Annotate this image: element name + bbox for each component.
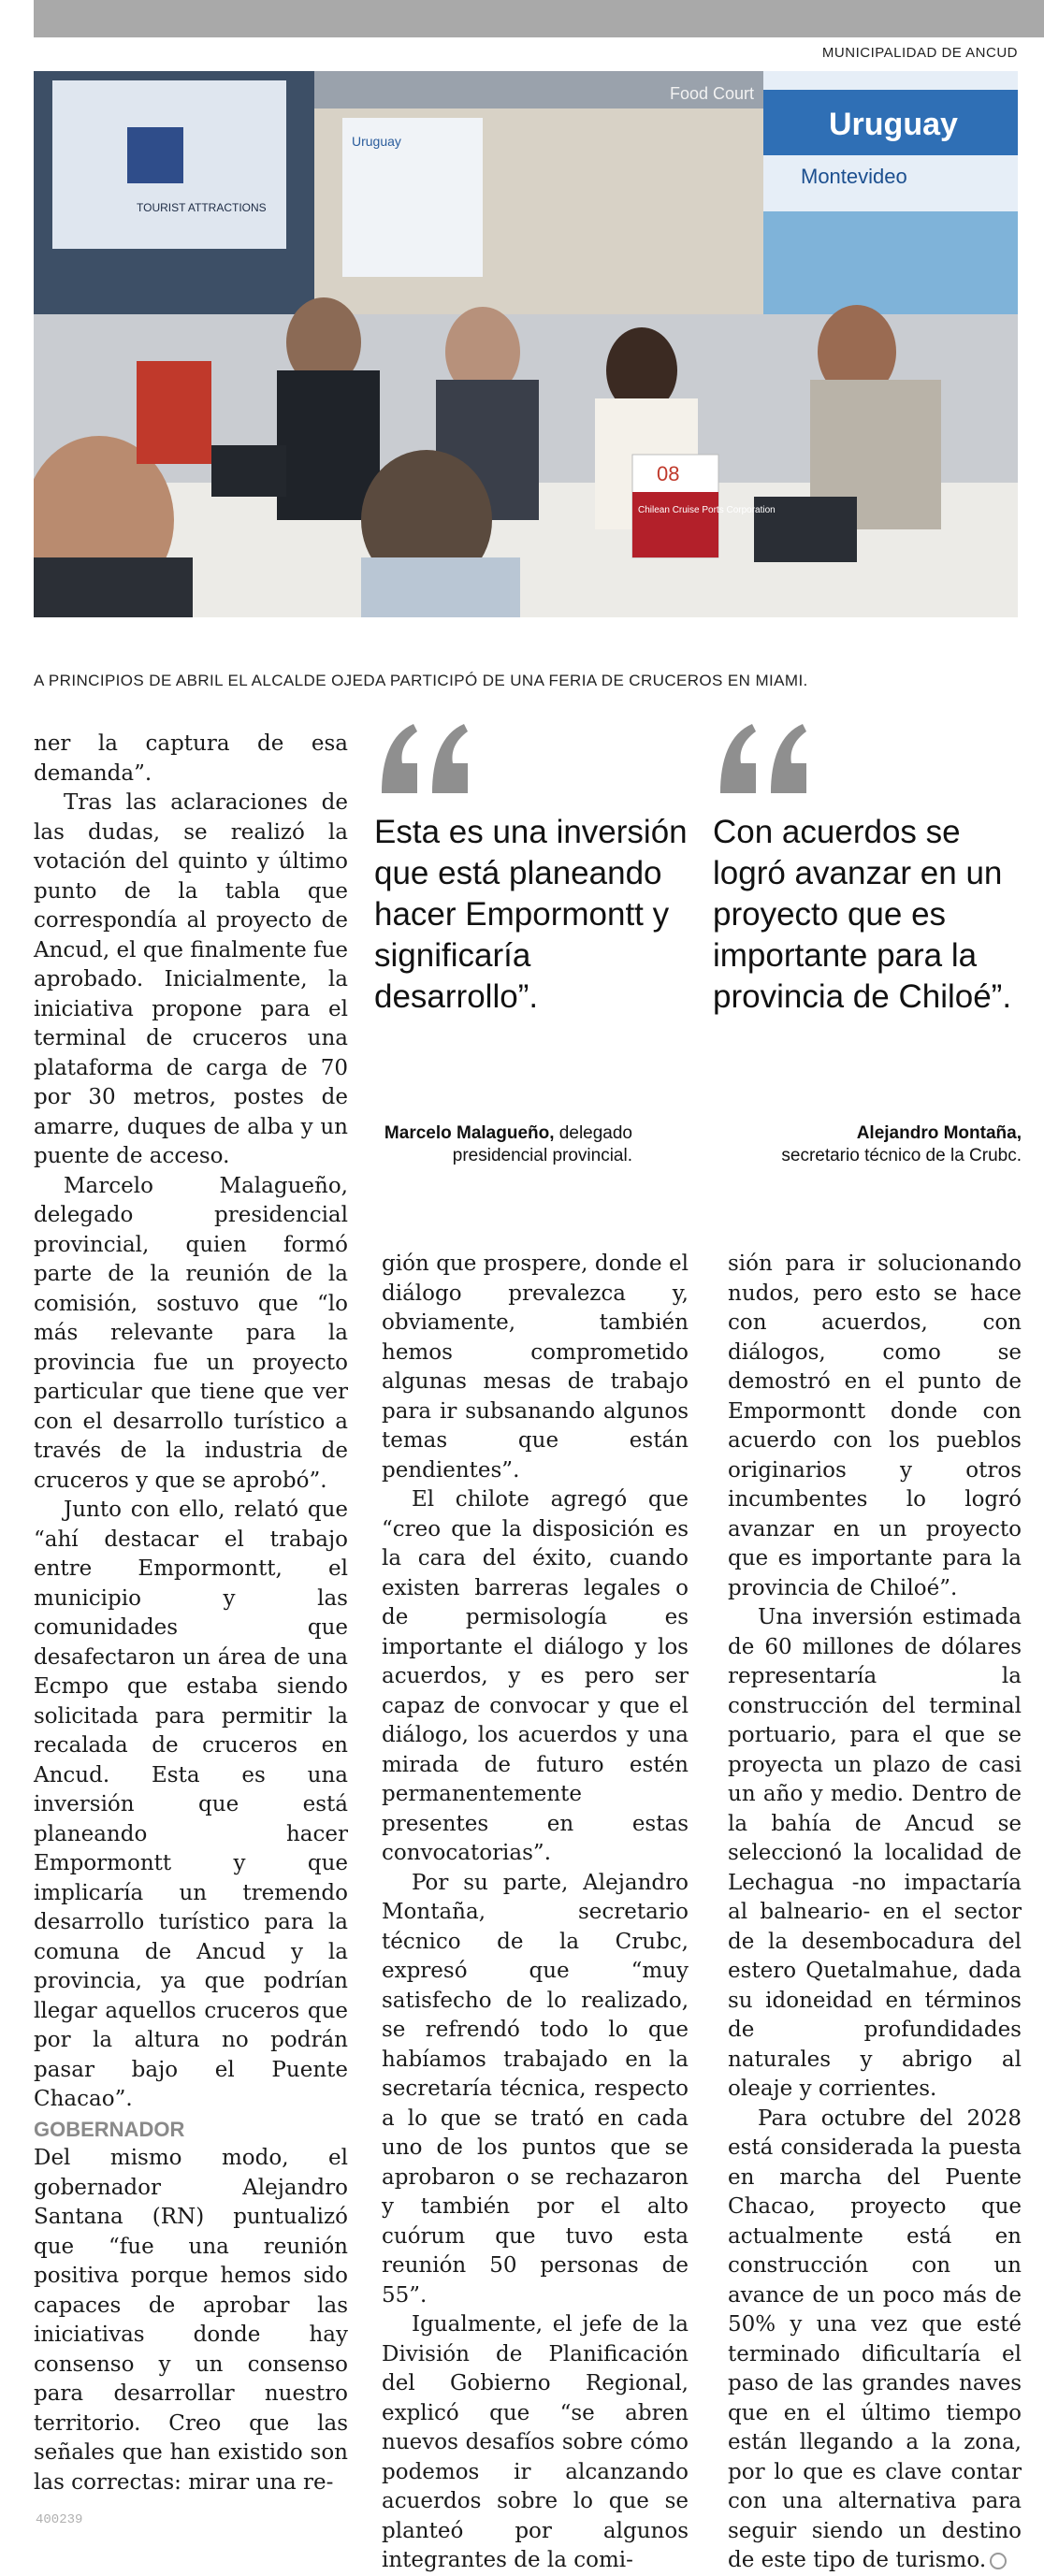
paragraph: El chilote agregó que “creo que la disposición es la cara del éxito, cuando existen barreras legales o de permisología es importante el diálogo y los acuerdos, y es pero ser capaz de convocar y que el diálogo, los acuerdos y una mirada de futuro estén permanentemente presentes en estas convocatorias”. (382, 1487, 689, 1865)
paragraph: Del mismo modo, el gobernador Alejandro Santana (RN) puntualizó que “fue una reunión positiva porque hemos sido capaces de aprobar las iniciativas donde hay consenso y un consenso para desarrollar nuestro territorio. Creo que las señales que han existido son las correctas: mirar una re- (34, 2146, 348, 2495)
paragraph (728, 2105, 1022, 2576)
pull-quote-attribution (713, 1122, 1022, 1167)
paragraph: Marcelo Malagueño, delegado presidencial provincial, quien formó parte de la reunión de la comisión, sostuvo que “lo más relevante para la provincia fue un proyecto particular que tiene que ver con el desarrollo turístico a través de la industria de cruceros y que se aprobó”. (34, 1173, 348, 1493)
attribution-name: Marcelo Malagueño, (384, 1123, 555, 1143)
svg-text:Uruguay: Uruguay (829, 107, 958, 142)
paragraph: sión para ir solucionando nudos, pero esto se hace con acuerdos, con diálogos, como se demostró en el punto de Empormontt donde con acuerdo con los pueblos originarios y otros incumbentes lo logró avanzar en un proyecto que es importante para la provincia de Chiloé”. (728, 1252, 1022, 1600)
footer-code: 400239 (36, 2512, 83, 2527)
pull-quote-text: Esta es una inversión que está planeando hacer Empormontt y significaría desarrollo”. (374, 814, 688, 1015)
quote-mark-icon (374, 720, 477, 795)
subheading: GOBERNADOR (34, 2117, 185, 2141)
paragraph: gión que prospere, donde el diálogo prevalezca y, obviamente, también hemos comprometido algunas mesas de trabajo para ir subsanando algunos temas que están pendientes”. (382, 1252, 689, 1483)
tourist-sign: TOURIST ATTRACTIONS (137, 201, 267, 214)
end-mark-icon (990, 2553, 1007, 2569)
paragraph: Igualmente, el jefe de la División de Planificación del Gobierno Regional, explicó que “se abren nuevos desafíos sobre cómo podemos ir alcanzando acuerdos sobre lo que se planteó por algunos integrantes de la comi- (382, 2312, 689, 2572)
pull-quote-1 (374, 720, 696, 1018)
svg-text:Food Court: Food Court (670, 84, 755, 103)
article-column-1 (34, 730, 348, 2497)
attribution-name: Alejandro Montaña, (856, 1123, 1022, 1143)
section-header: MUNICIPALIDAD DE ANCUD (821, 45, 1018, 61)
article-column-2 (382, 1250, 689, 2576)
paragraph: ner la captura de esa demanda”. (34, 731, 348, 786)
top-bar (34, 0, 1044, 37)
paragraph: Una inversión estimada de 60 millones de dólares representaría la construcción del terminal portuario, para el que se proyecta un plazo de casi un año y medio. Dentro de la bahía de Ancud se seleccionó la localidad de Lechagua -no impactaría al balneario- en el sector de la desembocadura del estero Quetalmahue, dada su idoneidad en términos de profundidades naturales y abrigo al oleaje y corrientes. (728, 1605, 1022, 2101)
attribution-role: secretario técnico de la Crubc. (781, 1146, 1022, 1165)
paragraph: Tras las aclaraciones de las dudas, se realizó la votación del quinto y último punto de la tabla que correspondía al proyecto de Ancud, el que finalmente fue aprobado. Inicialmente, la iniciativa propone para el terminal de cruceros una plataforma de carga de 70 por 30 metros, postes de amarre, duques de alba y un puente de acceso. (34, 790, 348, 1168)
quote-mark-icon (713, 720, 816, 795)
pull-quote-attribution (374, 1122, 632, 1167)
svg-text:Uruguay: Uruguay (352, 134, 401, 149)
photo-illustration (34, 71, 1018, 617)
paragraph: Junto con ello, relató que “ahí destacar el trabajo entre Empormontt, el municipio y las comunidades que desafectaron un área de una Ecmpo que estaba siendo solicitada para permitir la recalada de cruceros en Ancud. Esta es una inversión que está planeando hacer Empormontt y que implicaría un tremendo desarrollo turístico para la comuna de Ancud y la provincia, ya que podrían llegar aquellos cruceros que por la altura no podrán pasar bajo el Puente Chacao”. (34, 1498, 348, 2111)
svg-text:Montevideo: Montevideo (801, 165, 907, 188)
article-column-3 (728, 1250, 1022, 2576)
photo-caption: A PRINCIPIOS DE ABRIL EL ALCALDE OJEDA PARTICIPÓ DE UNA FERIA DE CRUCEROS EN MIAMI. (34, 672, 808, 689)
paragraph: Por su parte, Alejandro Montaña, secretario técnico de la Crubc, expresó que “muy satisfecho de lo realizado, se refrendó todo lo que habíamos trabajado en la secretaría técnica, respecto a lo que se trató en cada uno de los puntos que se aprobaron o se rechazaron y también por el alto cuórum que tuvo esta reunión 50 personas de 55”. (382, 1870, 689, 2308)
svg-text:08: 08 (657, 462, 680, 485)
pull-quote-2 (713, 720, 1022, 1018)
paragraph-text: Para octubre del 2028 está considerada la puesta en marcha del Puente Chacao, proyecto que actualmente está en construcción con un avance de un poco más de 50% y una vez que esté terminado dificultaría el paso de las grandes naves que en el último tiempo están llegando a la zona, por lo que es clave contar con una alternativa para seguir siendo un destino de este tipo de turismo. (728, 2106, 1022, 2572)
svg-text:Chilean Cruise Ports Corporati: Chilean Cruise Ports Corporation (638, 505, 776, 515)
feature-photo (34, 71, 1018, 617)
pull-quote-text: Con acuerdos se logró avanzar en un proyecto que es importante para la provincia de Chiloé”. (713, 814, 1012, 1015)
attribution-role: delegado presidencial provincial. (452, 1123, 632, 1165)
